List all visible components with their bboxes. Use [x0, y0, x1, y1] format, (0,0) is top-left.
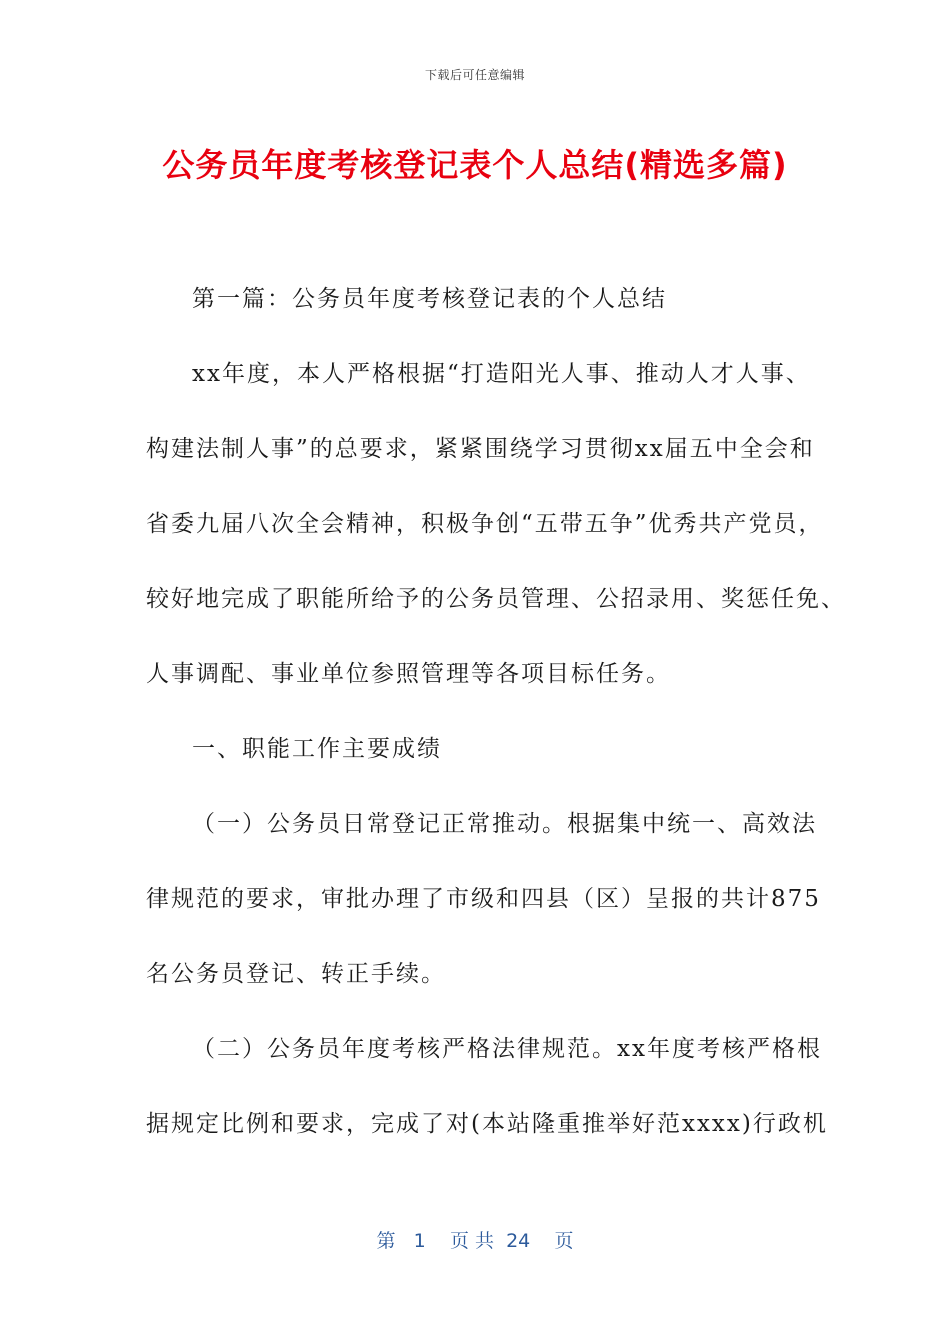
paragraph-line: 律规范的要求，审批办理了市级和四县（区）呈报的共计875 — [146, 886, 821, 912]
paragraph-line: （二）公务员年度考核严格法律规范。xx年度考核严格根 — [192, 1036, 822, 1062]
footer-middle: 页 共 — [449, 1230, 494, 1252]
paragraph-line: 据规定比例和要求，完成了对(本站隆重推举好范xxxx)行政机 — [146, 1111, 828, 1137]
paragraph-line: 名公务员登记、转正手续。 — [146, 961, 446, 987]
footer-suffix: 页 — [554, 1230, 574, 1252]
document-title: 公务员年度考核登记表个人总结(精选多篇) — [162, 146, 788, 184]
current-page-number: 1 — [413, 1230, 426, 1252]
paragraph-line: 较好地完成了职能所给予的公务员管理、公招录用、奖惩任免、 — [146, 586, 846, 612]
page-footer — [0, 1226, 950, 1253]
paragraph-line: （一）公务员日常登记正常推动。根据集中统一、高效法 — [192, 811, 817, 837]
footer-prefix: 第 — [376, 1230, 396, 1252]
paragraph-line: 构建法制人事”的总要求，紧紧围绕学习贯彻xx届五中全会和 — [146, 436, 815, 462]
paragraph-line: xx年度，本人严格根据“打造阳光人事、推动人才人事、 — [192, 361, 811, 387]
paragraph-line: 省委九届八次全会精神，积极争创“五带五争”优秀共产党员， — [146, 511, 824, 537]
total-page-count: 24 — [506, 1230, 531, 1252]
section-heading: 第一篇：公务员年度考核登记表的个人总结 — [192, 286, 667, 312]
document-body — [146, 262, 846, 1162]
subsection-heading: 一、职能工作主要成绩 — [192, 736, 442, 762]
paragraph-line: 人事调配、事业单位参照管理等各项目标任务。 — [146, 661, 671, 687]
header-note: 下载后可任意编辑 — [424, 68, 525, 82]
